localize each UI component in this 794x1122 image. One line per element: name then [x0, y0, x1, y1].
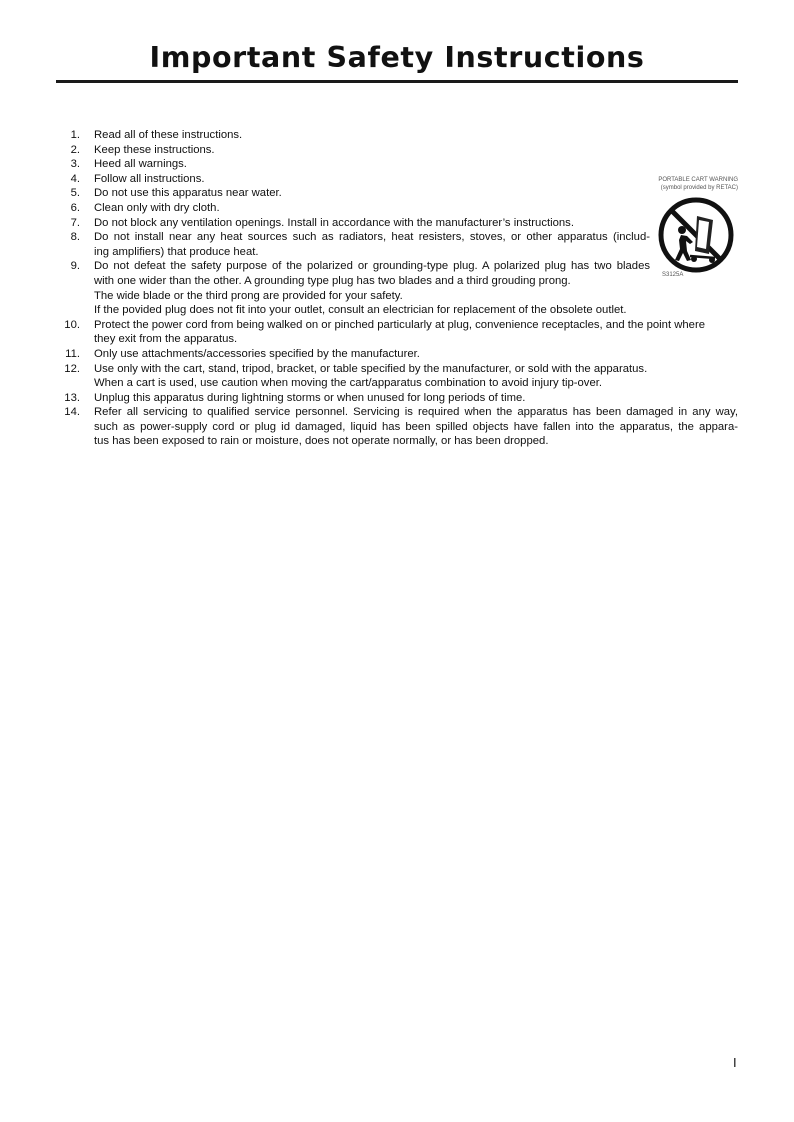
list-item-number: 3. — [70, 158, 80, 171]
list-item-text: Do not use this apparatus near water. — [94, 187, 282, 200]
list-item-text: they exit from the apparatus. — [94, 333, 238, 346]
list-item-number: 2. — [70, 143, 80, 156]
list-item-text: Refer all servicing to qualified service personnel. Servicing is required when the apparatus has been damaged in any way, — [94, 406, 738, 419]
list-item-text: Do not block any ventilation openings. Install in accordance with the manufacturer’s instructions. — [94, 216, 574, 229]
list-item-text: Follow all instructions. — [94, 172, 205, 185]
cart-warning — [650, 176, 740, 282]
page-number: I — [733, 1055, 737, 1070]
list-item-number: 13. — [64, 391, 80, 404]
title-rule — [56, 80, 738, 83]
list-item-text: Use only with the cart, stand, tripod, bracket, or table specified by the manufacturer, or sold with the apparatus. — [94, 362, 648, 375]
list-item-number: 10. — [64, 318, 80, 331]
list-item-text: with one wider than the other. A grounding type plug has two blades and a third grouding prong. — [94, 274, 571, 287]
list-item-number: 6. — [70, 201, 80, 214]
list-item — [56, 391, 738, 406]
list-item — [56, 347, 738, 362]
list-item — [56, 143, 738, 158]
list-item — [56, 230, 738, 259]
list-item-text: When a cart is used, use caution when moving the cart/apparatus combination to avoid injury tip-over. — [94, 377, 603, 390]
list-item — [56, 259, 738, 317]
list-item-number: 4. — [70, 172, 80, 185]
list-item — [56, 186, 738, 201]
cart-warning-credit: (symbol provided by RETAC) — [660, 185, 738, 191]
safety-instructions-list — [56, 128, 738, 449]
list-item-text: Do not install near any heat sources such as radiators, heat resisters, stoves, or other apparatus (includ- — [94, 231, 650, 244]
list-item-number: 8. — [70, 231, 80, 244]
list-item-number: 7. — [70, 216, 80, 229]
list-item-text: ing amplifiers) that produce heat. — [94, 245, 259, 258]
list-item-text: Heed all warnings. — [94, 158, 187, 171]
list-item-number: 12. — [64, 362, 80, 375]
list-item-text: such as power-supply cord or plug id damaged, liquid has been spilled objects have fallen into the apparatus, the appara- — [94, 420, 738, 433]
list-item — [56, 201, 738, 216]
list-item-text: Clean only with dry cloth. — [94, 201, 220, 214]
list-item-number: 11. — [65, 347, 80, 360]
list-item — [56, 172, 738, 187]
cart-warning-code: S3125A — [662, 272, 684, 278]
list-item-number: 14. — [64, 406, 80, 419]
list-item — [56, 362, 738, 391]
list-item — [56, 128, 738, 143]
list-item-number: 1. — [70, 129, 80, 141]
list-item-text: Read all of these instructions. — [94, 129, 243, 141]
list-item-text: Do not defeat the safety purpose of the polarized or grounding-type plug. A polarized plug has two blades — [94, 260, 650, 273]
list-item — [56, 157, 738, 172]
list-item-text: The wide blade or the third prong are provided for your safety. — [94, 289, 403, 302]
list-item-text: Only use attachments/accessories specified by the manufacturer. — [94, 347, 420, 360]
page-title: Important Safety Instructions — [149, 41, 645, 74]
list-item-number: 5. — [70, 187, 80, 200]
list-item-text: Unplug this apparatus during lightning storms or when unused for long periods of time. — [94, 391, 526, 404]
list-item-number: 9. — [70, 260, 80, 273]
list-item-text: If the povided plug does not fit into your outlet, consult an electrician for replacement of the obsolete outlet. — [94, 304, 627, 317]
list-item — [56, 318, 738, 347]
list-item-text: tus has been exposed to rain or moisture, does not operate normally, or has been dropped. — [94, 435, 549, 448]
list-item-text: Protect the power cord from being walked on or pinched particularly at plug, convenience receptacles, and the point where — [94, 318, 706, 331]
list-item-text: Keep these instructions. — [94, 143, 215, 156]
list-item — [56, 216, 738, 231]
cart-warning-caption: PORTABLE CART WARNING — [658, 177, 738, 183]
portable-cart-warning-icon — [657, 196, 735, 274]
list-item — [56, 405, 738, 449]
